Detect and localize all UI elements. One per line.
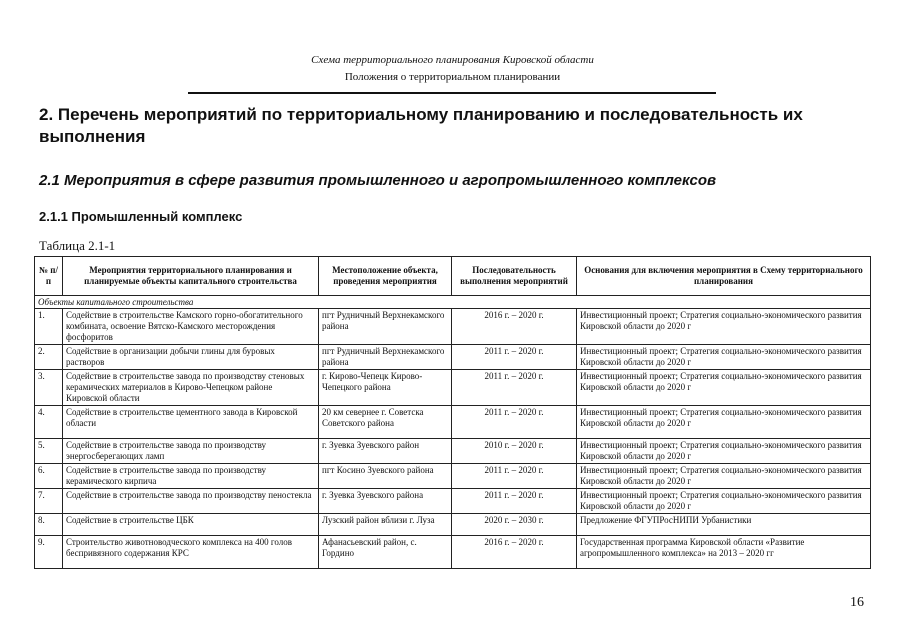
col-header-basis: Основания для включения мероприятия в Схему территориального планирования [577, 257, 871, 296]
subsection-heading: 2.1.1 Промышленный комплекс [39, 209, 243, 224]
running-header-title: Схема территориального планирования Кировской области [311, 54, 594, 66]
row-number: 7. [35, 489, 63, 514]
row-basis: Предложение ФГУПРосНИПИ Урбанистики [577, 514, 871, 536]
col-header-number: № п/п [35, 257, 63, 296]
row-period: 2020 г. – 2030 г. [452, 514, 577, 536]
row-period: 2010 г. – 2020 г. [452, 439, 577, 464]
table-row [35, 345, 871, 370]
row-activity: Содействие в строительстве завода по производству энергосберегающих ламп [63, 439, 319, 464]
row-location: Афанасьевский район, с. Гордино [319, 536, 452, 569]
row-activity: Содействие в строительстве Камского горно-обогатительного комбината, освоение Вятско-Камского месторождения фосфоритов [63, 309, 319, 345]
table-row [35, 370, 871, 406]
table-row [35, 536, 871, 569]
row-period: 2011 г. – 2020 г. [452, 489, 577, 514]
row-activity: Содействие в строительстве завода по производству стеновых керамических материалов в Кирово-Чепецком районе Кировской области [63, 370, 319, 406]
row-location: г. Зуевка Зуевского района [319, 489, 452, 514]
col-header-period: Последовательность выполнения мероприятий [452, 257, 577, 296]
row-number: 6. [35, 464, 63, 489]
table-caption: Таблица 2.1-1 [39, 238, 116, 253]
row-basis: Инвестиционный проект; Стратегия социально-экономического развития Кировской области до 2020 г [577, 370, 871, 406]
row-activity: Содействие в строительстве ЦБК [63, 514, 319, 536]
section-heading: 2.1 Мероприятия в сфере развития промышленного и агропромышленного комплексов [39, 172, 717, 189]
table-row [35, 489, 871, 514]
row-period: 2011 г. – 2020 г. [452, 370, 577, 406]
measures-table [34, 256, 871, 569]
row-activity: Строительство животноводческого комплекса на 400 голов беспривязного содержания КРС [63, 536, 319, 569]
col-header-activity: Мероприятия территориального планирования и планируемые объекты капитального строительства [63, 257, 319, 296]
chapter-heading: 2. Перечень мероприятий по территориальному планированию и последовательность их выполнения [39, 105, 803, 146]
row-period: 2011 г. – 2020 г. [452, 464, 577, 489]
row-location: пгт Рудничный Верхнекамского района [319, 345, 452, 370]
row-number: 5. [35, 439, 63, 464]
running-header-subtitle: Положения о территориальном планировании [344, 71, 561, 83]
row-activity: Содействие в организации добычи глины для буровых растворов [63, 345, 319, 370]
row-activity: Содействие в строительстве цементного завода в Кировской области [63, 406, 319, 439]
table-row [35, 406, 871, 439]
row-activity: Содействие в строительстве завода по производству пеностекла [63, 489, 319, 514]
row-location: г. Кирово-Чепецк Кирово-Чепецкого района [319, 370, 452, 406]
row-number: 2. [35, 345, 63, 370]
row-basis: Инвестиционный проект; Стратегия социально-экономического развития Кировской области до 2020 г [577, 464, 871, 489]
header-rule [188, 92, 716, 94]
row-period: 2011 г. – 2020 г. [452, 406, 577, 439]
row-period: 2016 г. – 2020 г. [452, 309, 577, 345]
row-location: Лузский район вблизи г. Луза [319, 514, 452, 536]
row-basis: Инвестиционный проект; Стратегия социально-экономического развития Кировской области до 2020 г [577, 406, 871, 439]
row-basis: Инвестиционный проект; Стратегия социально-экономического развития Кировской области до 2020 г [577, 345, 871, 370]
row-number: 3. [35, 370, 63, 406]
table-row [35, 514, 871, 536]
row-location: г. Зуевка Зуевского район [319, 439, 452, 464]
row-basis: Инвестиционный проект; Стратегия социально-экономического развития Кировской области до 2020 г [577, 489, 871, 514]
col-header-location: Местоположение объекта, проведения мероприятия [319, 257, 452, 296]
table-row [35, 309, 871, 345]
row-number: 9. [35, 536, 63, 569]
row-basis: Инвестиционный проект; Стратегия социально-экономического развития Кировской области до 2020 г [577, 439, 871, 464]
table-section-row [35, 296, 871, 309]
row-period: 2011 г. – 2020 г. [452, 345, 577, 370]
row-basis: Инвестиционный проект; Стратегия социально-экономического развития Кировской области до 2020 г [577, 309, 871, 345]
section-row-label: Объекты капитального строительства [35, 296, 871, 309]
row-activity: Содействие в строительстве завода по производству керамического кирпича [63, 464, 319, 489]
table-row [35, 439, 871, 464]
table-row [35, 464, 871, 489]
row-location: 20 км севернее г. Советска Советского района [319, 406, 452, 439]
row-location: пгт Рудничный Верхнекамского района [319, 309, 452, 345]
row-number: 1. [35, 309, 63, 345]
row-period: 2016 г. – 2020 г. [452, 536, 577, 569]
table-header-row [35, 257, 871, 296]
row-location: пгт Косино Зуевского района [319, 464, 452, 489]
page-number: 16 [850, 595, 864, 610]
row-number: 8. [35, 514, 63, 536]
row-basis: Государственная программа Кировской области «Развитие агропромышленного комплекса» на 2013 – 2020 гг [577, 536, 871, 569]
row-number: 4. [35, 406, 63, 439]
